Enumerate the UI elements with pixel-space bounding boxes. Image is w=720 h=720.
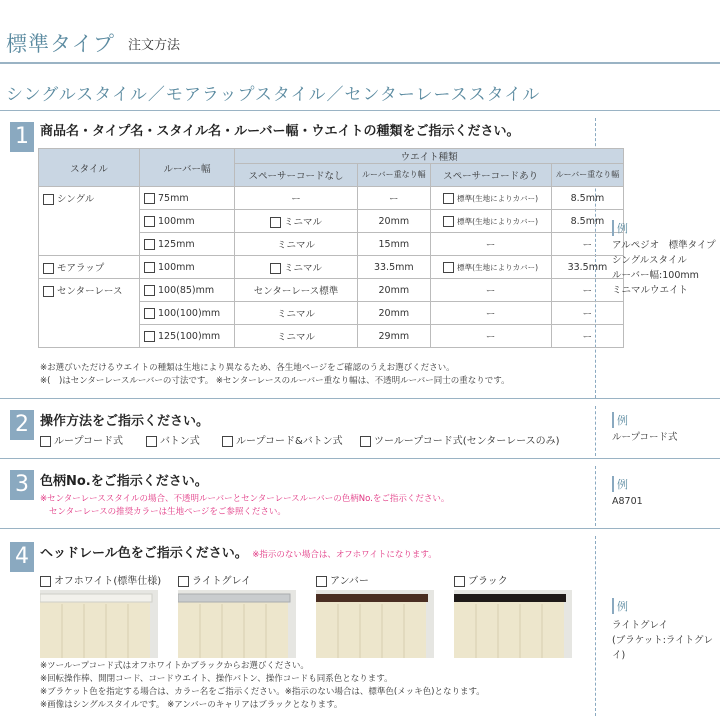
style-morewrap[interactable]: モアラップ [39,256,140,279]
checkbox[interactable] [146,436,157,447]
step4-title-note: ※指示のない場合は、オフホワイトになります。 [252,550,437,560]
example-divider-2 [595,406,596,456]
section-divider [0,398,720,399]
checkbox[interactable] [43,286,54,297]
rail-photo-offwhite [40,590,158,658]
checkbox[interactable] [222,436,233,447]
checkbox[interactable] [270,263,281,274]
checkbox[interactable] [443,262,454,273]
header-divider [0,62,720,64]
operation-option-two-loop[interactable]: ツーループコード式(センターレースのみ) [360,432,560,447]
step1-title: 商品名・タイプ名・スタイル名・ルーバー幅・ウエイトの種類をご指示ください。 [40,124,520,139]
step4-notes: ※ツーループコード式はオフホワイトかブラックからお選びください。 ※回転操作棒、開閉コード、コードウエイト、操作バトン、操作コードも同系色となります。 ※ブラケット色を指定する場合は、カラー名をご指示ください。※指示のない場合は、標準色(メッキ色)となります。 ※画像はシングルスタイルです。 ※アンバーのキャリアはブラックとなります。 [40,661,485,710]
step-number-4: 4 [10,542,34,572]
table-row: 100mm ミニマル 20mm 標準(生地によりカバー) 8.5mm [39,210,624,233]
rail-color-black[interactable]: ブラック [454,572,508,587]
checkbox[interactable] [144,262,155,273]
checkbox[interactable] [178,576,189,587]
table-row: 100(100)mm ミニマル 20mm ー ー [39,302,624,325]
section-divider [0,528,720,529]
example-1: アルペジオ 標準タイプ シングルスタイル ルーバー幅:100mm ミニマルウエイト [612,240,716,296]
step1-note-1: ※お選びいただけるウエイトの種類は生地により異なるため、各生地ページをご確認のうえお選びください。 [40,363,455,373]
section-divider [0,458,720,459]
step2-title: 操作方法をご指示ください。 [40,414,210,429]
th-weight: ウエイト種類 [235,149,624,164]
step3-note-2: センターレースの推奨カラーは生地ページをご参照ください。 [49,507,286,517]
table-row: 125mm ミニマル 15mm ー ー [39,233,624,256]
example-2: ループコード式 [612,432,678,443]
step4-title: ヘッドレール色をご指示ください。 ※指示のない場合は、オフホワイトになります。 [40,546,437,561]
step-number-2: 2 [10,410,34,440]
rail-photo-black [454,590,572,658]
checkbox[interactable] [144,239,155,250]
checkbox[interactable] [144,285,155,296]
th-louver: ルーバー幅 [140,149,235,187]
example-4: ライトグレイ (ブラケット:ライトグレイ) [612,620,713,661]
table-row: 125(100)mm ミニマル 29mm ー ー [39,325,624,348]
checkbox[interactable] [443,216,454,227]
step-number-1: 1 [10,122,34,152]
checkbox[interactable] [454,576,465,587]
rail-color-lightgray[interactable]: ライトグレイ [178,572,251,587]
example-label-4: 例 [612,598,628,614]
table-row: シングル 75mm ー ー 標準(生地によりカバー) 8.5mm [39,187,624,210]
rail-color-offwhite[interactable]: オフホワイト(標準仕様) [40,572,161,587]
checkbox[interactable] [360,436,371,447]
style-heading: シングルスタイル／モアラップスタイル／センターレーススタイル [6,85,541,105]
th-style: スタイル [39,149,140,187]
example-label-1: 例 [612,220,628,236]
step1-note-2: ※( )はセンターレースルーバーの寸法です。 ※センターレースのルーバー重なり幅は、不透明ルーバー同士の重なりです。 [40,376,510,386]
step3-title: 色柄No.をご指示ください。 [40,474,208,489]
style-divider [0,110,720,111]
example-3: A8701 [612,496,643,507]
th-overlap-1: ルーバー重なり幅 [358,164,431,187]
example-label-2: 例 [612,412,628,428]
th-spacer-yes: スペーサーコードあり [430,164,551,187]
spec-table [38,148,624,348]
page-title: 標準タイプ [6,32,115,56]
rail-photo-amber [316,590,434,658]
checkbox[interactable] [40,576,51,587]
operation-option-baton[interactable]: バトン式 [146,432,200,447]
style-single[interactable]: シングル [39,187,140,210]
checkbox[interactable] [144,193,155,204]
th-overlap-2: ルーバー重なり幅 [551,164,624,187]
example-label-3: 例 [612,476,628,492]
operation-option-loop[interactable]: ループコード式 [40,432,123,447]
th-spacer-none: スペーサーコードなし [235,164,358,187]
example-divider-4 [595,536,596,716]
example-divider-3 [595,466,596,526]
checkbox[interactable] [144,216,155,227]
checkbox[interactable] [43,263,54,274]
checkbox[interactable] [316,576,327,587]
step3-note-1: ※センターレーススタイルの場合、不透明ルーバーとセンターレースルーバーの色柄No.をご指示ください。 [40,494,450,504]
checkbox[interactable] [40,436,51,447]
checkbox[interactable] [270,217,281,228]
checkbox[interactable] [43,194,54,205]
checkbox[interactable] [144,308,155,319]
checkbox[interactable] [443,193,454,204]
rail-color-amber[interactable]: アンバー [316,572,369,587]
table-row: モアラップ 100mm ミニマル 33.5mm 標準(生地によりカバー) 33.5mm [39,256,624,279]
table-row: センターレース 100(85)mm センターレース標準 20mm ー ー [39,279,624,302]
rail-photo-lightgray [178,590,296,658]
style-centerlace[interactable]: センターレース [39,279,140,302]
operation-option-loop-baton[interactable]: ループコード&バトン式 [222,432,343,447]
page-subtitle: 注文方法 [128,38,181,53]
step-number-3: 3 [10,470,34,500]
checkbox[interactable] [144,331,155,342]
